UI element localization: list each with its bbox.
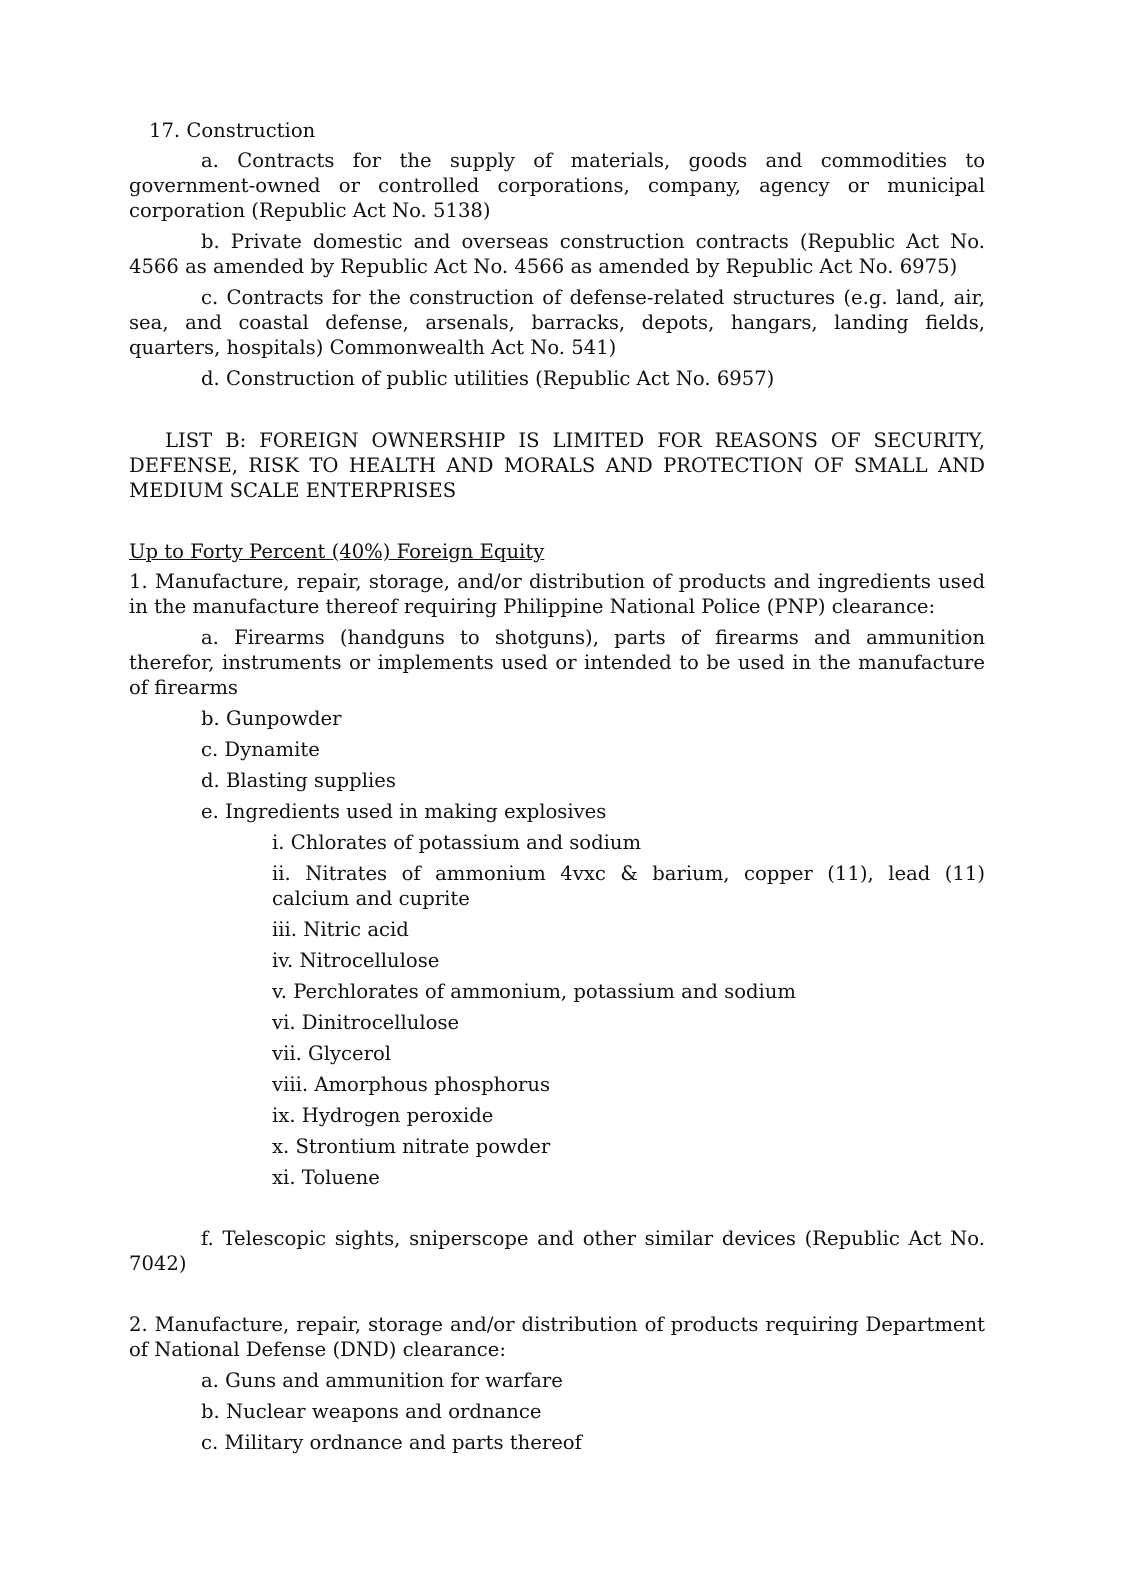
item-1-b: b. Gunpowder — [201, 707, 342, 730]
construction-item-b: b. Private domestic and overseas construction contracts (Republic Act No. 4566 as amended by Republic Act No. 4566 as amended by Republic Act No. 6975) — [129, 230, 985, 278]
list-b-heading: LIST B: FOREIGN OWNERSHIP IS LIMITED FOR REASONS OF SECURITY, DEFENSE, RISK TO HEALTH AND MORALS AND PROTECTION OF SMALL AND MEDIUM SCALE ENTERPRISES — [129, 429, 985, 502]
construction-item-d: d. Construction of public utilities (Republic Act No. 6957) — [201, 367, 775, 390]
item-1-f: f. Telescopic sights, sniperscope and other similar devices (Republic Act No. 7042) — [129, 1227, 985, 1275]
list-item: iv. Nitrocellulose — [272, 949, 440, 972]
construction-item-c: c. Contracts for the construction of defense-related structures (e.g. land, air, sea, and coastal defense, arsenals, barracks, depots, hangars, landing fields, quarters, hospitals) Commonwealth Act No. 541) — [129, 286, 985, 359]
item-2-b: b. Nuclear weapons and ordnance — [201, 1400, 542, 1423]
list-item: viii. Amorphous phosphorus — [272, 1073, 551, 1096]
list-item: xi. Toluene — [272, 1166, 380, 1189]
document-body — [129, 118, 985, 1455]
list-item: vii. Glycerol — [272, 1042, 392, 1065]
item-1-a: a. Firearms (handguns to shotguns), parts of firearms and ammunition therefor, instruments or implements used or intended to be used in the manufacture of firearms — [129, 626, 985, 699]
list-item: ii. Nitrates of ammonium 4vxc & barium, copper (11), lead (11) calcium and cuprite — [272, 862, 985, 910]
equity-item-2: 2. Manufacture, repair, storage and/or distribution of products requiring Department of National Defense (DND) clearance: — [129, 1313, 985, 1361]
item-1-d: d. Blasting supplies — [201, 769, 396, 792]
list-item: ix. Hydrogen peroxide — [272, 1104, 494, 1127]
list-item: v. Perchlorates of ammonium, potassium and sodium — [272, 980, 797, 1003]
list-item: i. Chlorates of potassium and sodium — [272, 831, 642, 854]
equity-item-1: 1. Manufacture, repair, storage, and/or distribution of products and ingredients used in the manufacture thereof requiring Philippine National Police (PNP) clearance: — [129, 570, 985, 618]
list-item: iii. Nitric acid — [272, 918, 409, 941]
list-item: vi. Dinitrocellulose — [272, 1011, 460, 1034]
item-1-c: c. Dynamite — [201, 738, 320, 761]
explosive-ingredients-list — [129, 830, 985, 1190]
item-1-e: e. Ingredients used in making explosives — [201, 800, 607, 823]
item-2-c: c. Military ordnance and parts thereof — [201, 1431, 582, 1454]
equity-subheading: Up to Forty Percent (40%) Foreign Equity — [129, 540, 545, 563]
construction-heading: 17. Construction — [149, 119, 316, 142]
item-2-a: a. Guns and ammunition for warfare — [201, 1369, 563, 1392]
list-item: x. Strontium nitrate powder — [272, 1135, 551, 1158]
construction-item-a: a. Contracts for the supply of materials, goods and commodities to government-owned or controlled corporations, company, agency or municipal corporation (Republic Act No. 5138) — [129, 149, 985, 222]
